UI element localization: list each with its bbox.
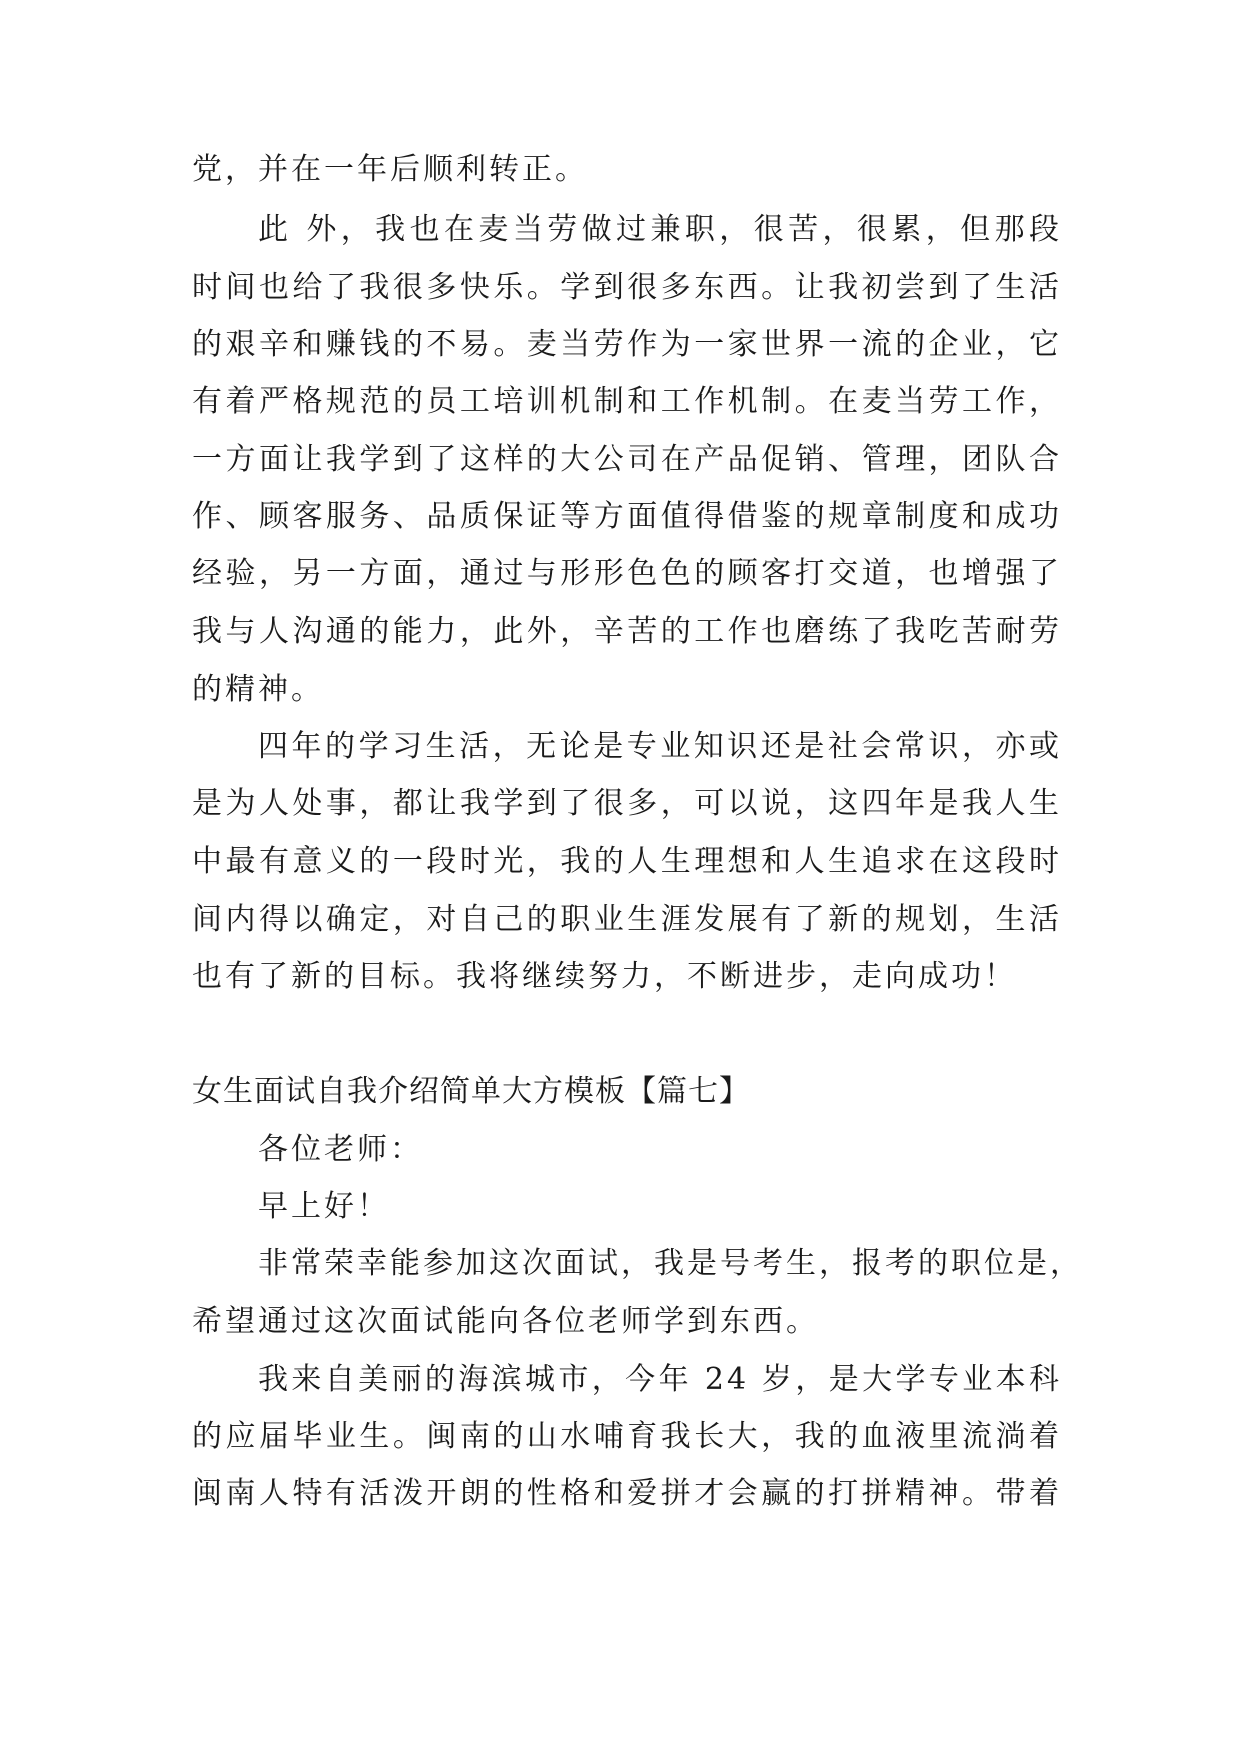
text-line: 的艰辛和赚钱的不易。麦当劳作为一家世界一流的企业，它 (192, 327, 1062, 362)
paragraph-start-line: 四年的学习生活，无论是专业知识还是社会常识，亦或 (258, 729, 1062, 764)
text-line: 我与人沟通的能力，此外，辛苦的工作也磨练了我吃苦耐劳 (192, 614, 1062, 649)
text-line: 有着严格规范的员工培训机制和工作机制。在麦当劳工作， (192, 384, 1062, 419)
paragraph-start-line: 此 外，我也在麦当劳做过兼职，很苦，很累，但那段 (258, 212, 1062, 247)
text-line: 党，并在一年后顺利转正。 (192, 152, 588, 187)
paragraph-start-line: 非常荣幸能参加这次面试，我是号考生，报考的职位是， (258, 1246, 1083, 1281)
text-line: 经验，另一方面，通过与形形色色的顾客打交道，也增强了 (192, 556, 1062, 591)
text-line: 一方面让我学到了这样的大公司在产品促销、管理，团队合 (192, 442, 1062, 477)
text-line: 也有了新的目标。我将继续努力，不断进步，走向成功！ (192, 959, 1017, 994)
text-line: 希望通过这次面试能向各位老师学到东西。 (192, 1304, 819, 1339)
text-line: 的应届毕业生。闽南的山水哺育我长大，我的血液里流淌着 (192, 1419, 1062, 1454)
text-line: 作、顾客服务、品质保证等方面值得借鉴的规章制度和成功 (192, 499, 1062, 534)
text-line: 间内得以确定，对自己的职业生涯发展有了新的规划，生活 (192, 902, 1062, 937)
greeting-line: 早上好！ (258, 1189, 390, 1224)
paragraph-start-line: 我来自美丽的海滨城市，今年 24 岁，是大学专业本科 (258, 1362, 1062, 1397)
text-line: 时间也给了我很多快乐。学到很多东西。让我初尝到了生活 (192, 270, 1062, 305)
text-line: 的精神。 (192, 672, 324, 707)
text-line: 中最有意义的一段时光，我的人生理想和人生追求在这段时 (192, 844, 1062, 879)
section-heading: 女生面试自我介绍简单大方模板【篇七】 (192, 1074, 750, 1109)
salutation-line: 各位老师： (258, 1132, 423, 1167)
text-line: 闽南人特有活泼开朗的性格和爱拼才会赢的打拼精神。带着 (192, 1476, 1062, 1511)
text-line: 是为人处事，都让我学到了很多，可以说，这四年是我人生 (192, 786, 1062, 821)
